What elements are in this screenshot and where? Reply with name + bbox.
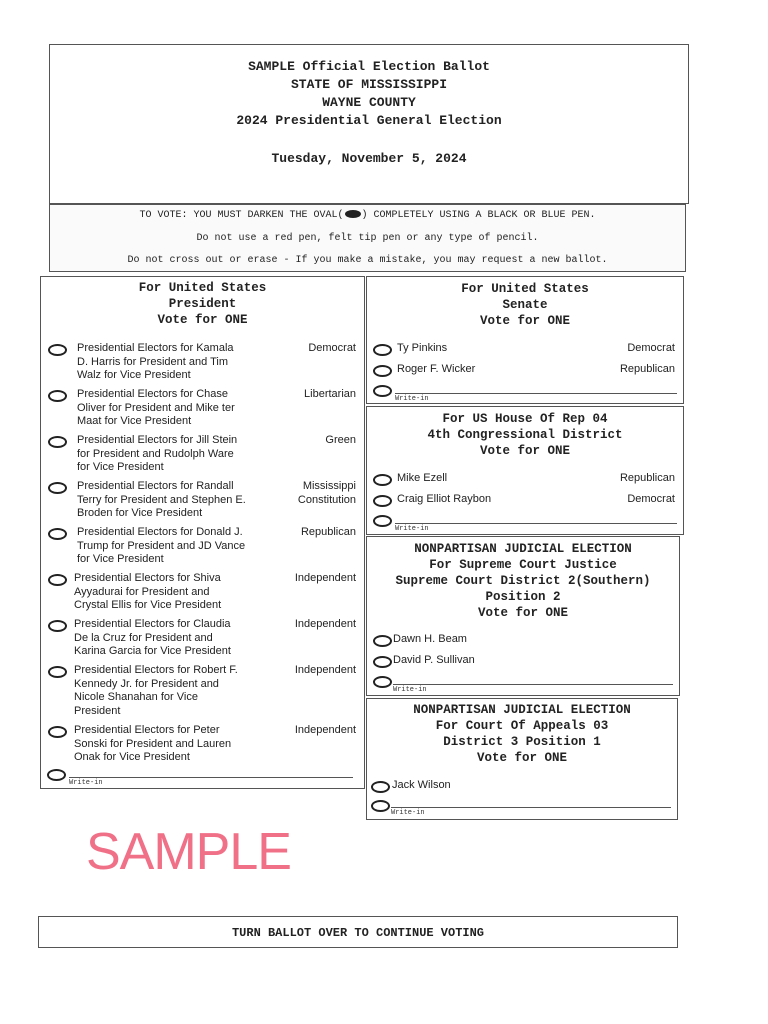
writein-label: Write-in (391, 809, 425, 817)
candidate-party-line: Independent (294, 664, 356, 676)
candidate-name-line: Nicole Shanahan for Vice (74, 691, 198, 703)
candidate-oval[interactable] (373, 656, 392, 668)
candidate-party-line: Libertarian (304, 388, 356, 400)
vote-for-count: Vote for ONE (476, 751, 567, 765)
candidate-name: Mike Ezell (397, 472, 448, 484)
sample-watermark: SAMPLE (86, 823, 291, 881)
candidate-name-line: Sonski for President and Lauren (74, 737, 232, 750)
race-president (40, 276, 365, 789)
candidate-party (295, 618, 356, 632)
candidate-oval[interactable] (48, 666, 67, 678)
candidate-party (325, 434, 356, 448)
candidate-name-line: Broden for Vice President (77, 507, 203, 519)
vote-for-count: Vote for ONE (157, 313, 248, 327)
candidate-name-line: Onak for Vice President (74, 751, 190, 763)
candidate-party-line: Mississippi (302, 480, 356, 492)
header-line: WAYNE COUNTY (322, 95, 416, 110)
candidate-name (77, 434, 277, 475)
writein-oval[interactable] (373, 515, 392, 527)
candidate-party (304, 388, 356, 402)
writein-label: Write-in (69, 779, 103, 787)
race-district: Supreme Court District 2(Southern) (395, 574, 651, 588)
candidate-name (74, 572, 274, 613)
candidate-party: Republican (619, 363, 675, 375)
candidate-name-line: Karina Garcia for Vice President (74, 645, 231, 657)
candidate-party (308, 342, 356, 356)
candidate-name: Roger F. Wicker (397, 363, 476, 375)
candidate-name-line: Presidential Electors for Claudia (74, 618, 231, 630)
candidate-oval[interactable] (48, 344, 67, 356)
race-title: For Court Of Appeals 03 (435, 719, 609, 733)
candidate-name-line: Terry for President and Stephen E. (77, 493, 246, 506)
candidate-name-line: D. Harris for President and Tim (77, 355, 228, 368)
race-supreme-court (366, 536, 680, 696)
race-district: 4th Congressional District (427, 428, 623, 442)
candidate-name (74, 618, 274, 659)
header-line: 2024 Presidential General Election (236, 113, 502, 128)
instruction-text: TO VOTE: YOU MUST DARKEN THE OVAL( (139, 210, 344, 221)
candidate-name-line: Crystal Ellis for Vice President (74, 599, 222, 611)
vote-for-count: Vote for ONE (479, 314, 570, 328)
footer-text: TURN BALLOT OVER TO CONTINUE VOTING (231, 926, 485, 940)
race-title: For Supreme Court Justice (429, 558, 617, 572)
candidate-name: Dawn H. Beam (393, 633, 467, 645)
candidate-name: Ty Pinkins (397, 342, 448, 354)
candidate-name-line: Ayyadurai for President and (74, 585, 210, 598)
race-title: For United States (138, 281, 267, 295)
candidate-oval[interactable] (48, 436, 67, 448)
race-office: Senate (502, 298, 548, 312)
writein-label: Write-in (395, 395, 429, 403)
candidate-party (295, 572, 356, 586)
candidate-party-line: Green (325, 434, 356, 446)
candidate-name: David P. Sullivan (393, 654, 475, 666)
candidate-oval[interactable] (373, 495, 392, 507)
writein-field[interactable] (395, 393, 677, 394)
candidate-name-line: Maat for Vice President (77, 415, 192, 427)
race-title: For United States (461, 282, 589, 296)
candidate-name-line: Kennedy Jr. for President and (74, 677, 219, 690)
writein-field[interactable] (69, 777, 353, 778)
candidate-name-line: for Vice President (77, 553, 164, 565)
candidate-party-line: Independent (294, 724, 356, 736)
candidate-oval[interactable] (48, 528, 67, 540)
candidate-name-line: Trump for President and JD Vance (77, 539, 246, 552)
writein-field[interactable] (391, 807, 671, 808)
writein-label: Write-in (395, 525, 429, 533)
candidate-name-line: for President and Rudolph Ware (77, 447, 234, 460)
candidate-name (74, 724, 274, 765)
filled-oval-icon (345, 210, 361, 218)
candidate-oval[interactable] (48, 574, 67, 586)
candidate-name-line: Presidential Electors for Jill Stein (77, 434, 238, 446)
candidate-name-line: Presidential Electors for Randall (77, 480, 234, 492)
candidate-oval[interactable] (48, 726, 67, 738)
candidate-party-line: Independent (294, 572, 356, 584)
race-court-of-appeals (366, 698, 678, 820)
candidate-name (74, 664, 274, 718)
candidate-party-line: Democrat (308, 342, 356, 354)
candidate-oval[interactable] (373, 344, 392, 356)
instruction-line-1 (50, 210, 685, 221)
candidate-party: Democrat (627, 342, 675, 354)
race-position: Position 2 (485, 590, 561, 604)
writein-oval[interactable] (47, 769, 66, 781)
candidate-name-line: for Vice President (77, 461, 164, 473)
candidate-name-line: Presidential Electors for Robert F. (74, 664, 238, 676)
candidate-name (77, 342, 277, 383)
candidate-party (298, 480, 356, 507)
candidate-party: Republican (619, 472, 675, 484)
candidate-name-line: Presidential Electors for Shiva (74, 572, 221, 584)
candidate-oval[interactable] (48, 482, 67, 494)
vote-for-count: Vote for ONE (477, 606, 568, 620)
header-line: STATE OF MISSISSIPPI (290, 77, 448, 92)
candidate-oval[interactable] (48, 390, 67, 402)
candidate-name-line: Presidential Electors for Donald J. (77, 526, 243, 538)
candidate-name: Craig Elliot Raybon (397, 493, 492, 505)
candidate-oval[interactable] (373, 474, 392, 486)
election-date: Tuesday, November 5, 2024 (271, 151, 467, 166)
writein-label: Write-in (393, 686, 427, 694)
candidate-oval[interactable] (371, 781, 390, 793)
ballot-header (49, 44, 689, 204)
candidate-party (295, 664, 356, 678)
instruction-line-3: Do not cross out or erase - If you make a mistake, you may request a new ballot. (127, 255, 608, 266)
race-title: For US House Of Rep 04 (442, 412, 608, 426)
header-line: SAMPLE Official Election Ballot (248, 59, 490, 74)
candidate-name-line: Presidential Electors for Chase (77, 388, 229, 400)
candidate-name: Jack Wilson (392, 779, 451, 791)
race-type: NONPARTISAN JUDICIAL ELECTION (414, 542, 632, 556)
writein-field[interactable] (395, 523, 677, 524)
race-office: President (168, 297, 237, 311)
candidate-oval[interactable] (373, 365, 392, 377)
instruction-text: ) COMPLETELY USING A BLACK OR BLUE PEN. (361, 210, 596, 221)
candidate-name-line: Walz for Vice President (77, 369, 191, 381)
candidate-party (301, 526, 356, 540)
candidate-name (77, 526, 277, 567)
candidate-party: Democrat (627, 493, 675, 505)
candidate-name-line: De la Cruz for President and (74, 631, 213, 644)
candidate-name-line: Presidential Electors for Peter (74, 724, 220, 736)
candidate-name (77, 480, 277, 521)
writein-oval[interactable] (371, 800, 390, 812)
candidate-name-line: Oliver for President and Mike ter (77, 401, 235, 414)
instruction-line-2: Do not use a red pen, felt tip pen or any type of pencil. (196, 233, 539, 244)
turn-over-footer (38, 916, 678, 948)
candidate-party (295, 724, 356, 738)
instructions-box (49, 204, 686, 272)
candidate-name-line: President (74, 704, 121, 717)
candidate-oval[interactable] (373, 635, 392, 647)
candidate-oval[interactable] (48, 620, 67, 632)
candidate-party-line: Independent (294, 618, 356, 630)
writein-oval[interactable] (373, 676, 392, 688)
writein-oval[interactable] (373, 385, 392, 397)
race-house (366, 406, 684, 535)
race-district: District 3 Position 1 (443, 735, 601, 749)
race-type: NONPARTISAN JUDICIAL ELECTION (413, 703, 631, 717)
writein-field[interactable] (393, 684, 673, 685)
candidate-party-line: Constitution (297, 493, 356, 506)
candidate-name-line: Presidential Electors for Kamala (77, 342, 234, 354)
race-senate (366, 276, 684, 404)
candidate-name (77, 388, 277, 429)
vote-for-count: Vote for ONE (479, 444, 570, 458)
candidate-party-line: Republican (300, 526, 356, 538)
